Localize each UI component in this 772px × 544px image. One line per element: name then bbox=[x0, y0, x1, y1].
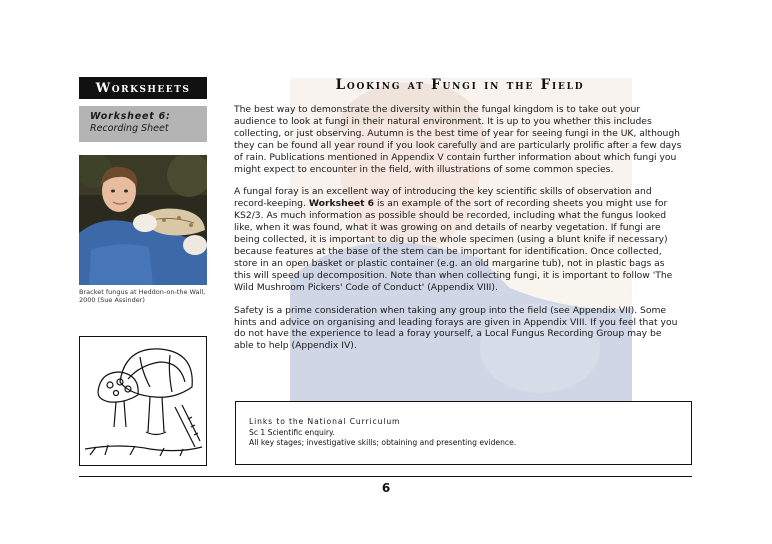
section-title: Worksheets bbox=[79, 77, 207, 99]
page-title: Looking at Fungi in the Field bbox=[335, 77, 585, 93]
worksheet-reference: Worksheet 6 bbox=[308, 198, 375, 210]
photo-caption: Bracket fungus at Heddon-on-the Wall, 2000 (Sue Assinder) bbox=[79, 288, 206, 304]
paragraph-1: The best way to demonstrate the diversity within the fungal kingdom is to take out your audience to look at fungi in their natural environment. It is up to you whether this includes collecting, or just observing. Autumn is the best time of year for seeing fungi in the UK, although they can be found all year round if you look carefully and are particularly prolific after a few days of rain. Publications mentioned in Appendix V contain further information about which fungi you might expect to encounter in the field, with illustrations of some common species. bbox=[234, 104, 682, 175]
page-number: 6 bbox=[381, 481, 391, 495]
body-text bbox=[234, 104, 684, 363]
paragraph-3: Safety is a prime consideration when taking any group into the field (see Appendix VII). Some hints and advice on organising and leading forays are given in Appendix VIII. If you feel that you do not have the experience to lead a foray yourself, a Local Fungus Recording Group may be able to help (Appendix IV). bbox=[234, 304, 678, 352]
footer-divider bbox=[79, 476, 692, 477]
paragraph-2-end: is an example of the sort of recording sheets you might use for KS2/3. As much information as possible should be recorded, including what the fungus looked like, when it was found, what it was growing on and details of nearby vegetation. If fungi are being collected, it is important to dig up the whole specimen (using a blunt knife if necessary) because features at the base of the stem can be important for identification. Once collected, store in an open basket or plastic container (e.g. an old margarine tub), not in plastic bags as this will speed up decomposition. Note than when collecting fungi, it is important to follow 'The Wild Mushroom Pickers' Code of Conduct' (Appendix VIII). bbox=[234, 198, 673, 293]
worksheet-number: Worksheet 6: bbox=[90, 111, 171, 122]
fungi-sketch-illustration bbox=[79, 336, 207, 466]
bracket-fungus-photo bbox=[79, 155, 207, 285]
curriculum-title: Links to the National Curriculum bbox=[249, 417, 401, 426]
curriculum-line-1: Sc 1 Scientific enquiry. bbox=[249, 427, 335, 437]
worksheet-title: Recording Sheet bbox=[90, 123, 169, 134]
paragraph-2 bbox=[234, 186, 684, 293]
worksheet-label-box bbox=[79, 106, 207, 142]
curriculum-links-box bbox=[235, 401, 692, 465]
curriculum-line-2: All key stages; investigative skills; obtaining and presenting evidence. bbox=[249, 438, 517, 447]
paragraph-2-start: A fungal foray is an excellent way of introducing the key scientific skills of observation and record-keeping. bbox=[234, 186, 652, 210]
